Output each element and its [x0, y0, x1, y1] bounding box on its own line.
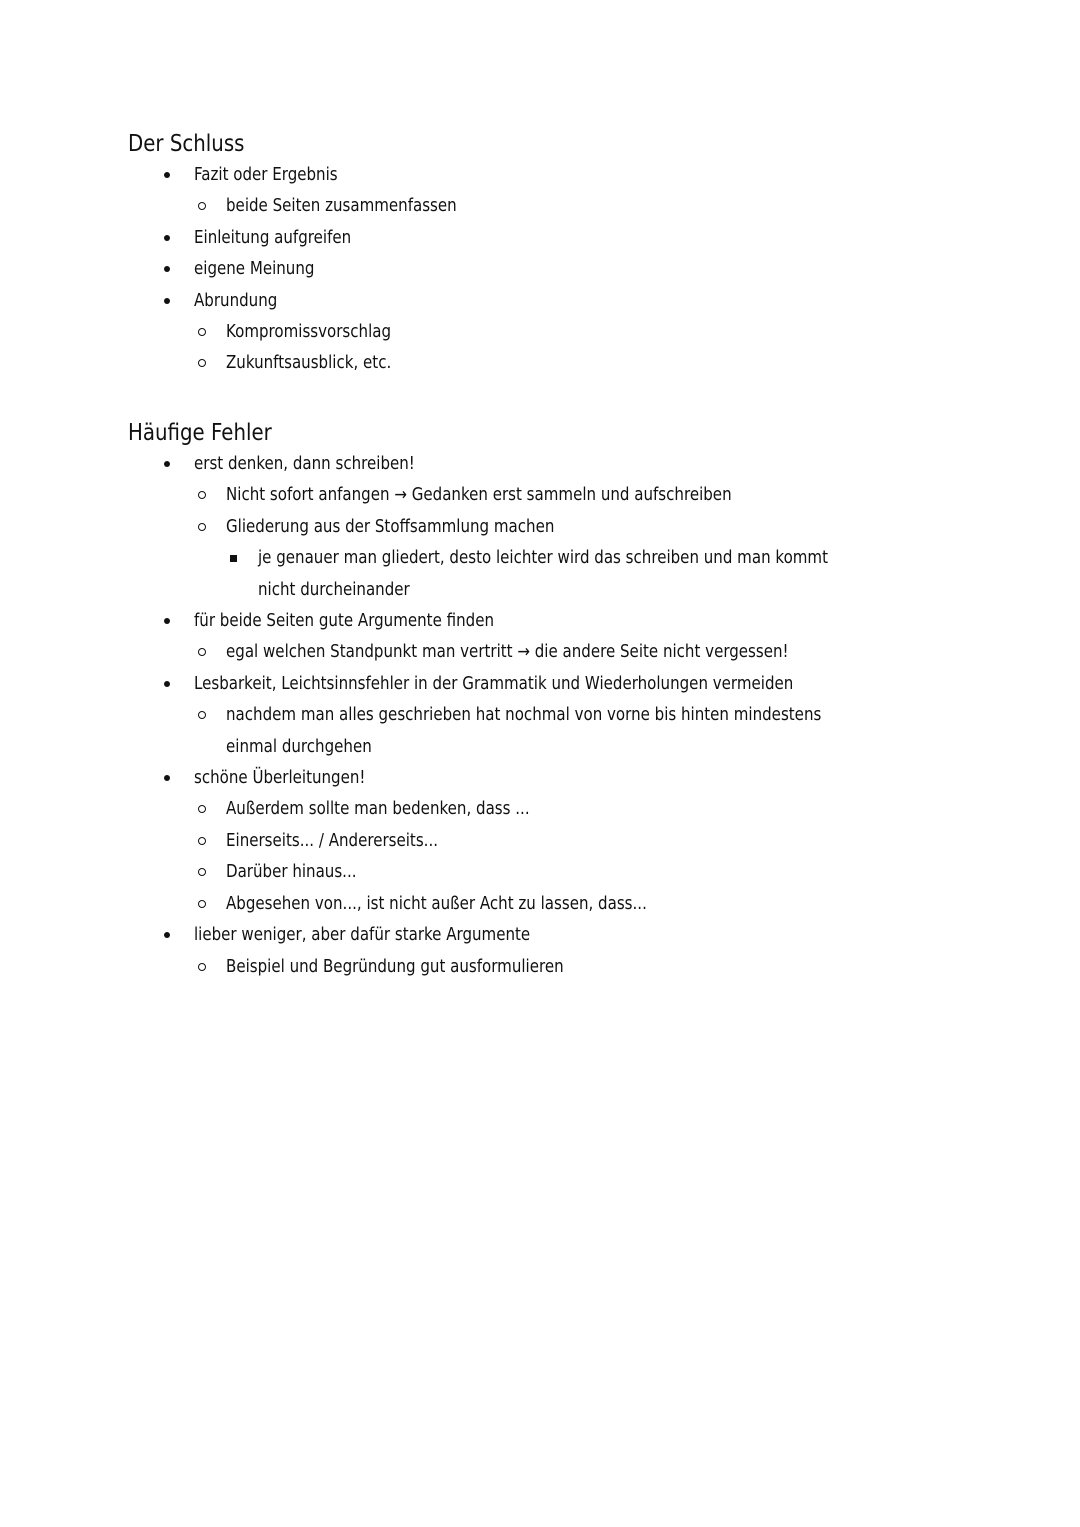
- sub-list: [128, 794, 948, 920]
- list-item-text: Einleitung aufgreifen: [194, 227, 352, 248]
- sub-sub-list: [128, 543, 948, 606]
- list-item: [128, 223, 948, 254]
- sub-list: [128, 317, 948, 380]
- sub-list-item-text: Außerdem sollte man bedenken, dass ...: [226, 799, 530, 820]
- list-item: [128, 920, 948, 983]
- sub-list: [128, 700, 948, 763]
- bullet-list: [128, 449, 948, 983]
- sub-list-item-text: Nicht sofort anfangen → Gedanken erst sammeln und aufschreiben: [226, 485, 732, 506]
- sub-list-item-text: Abgesehen von..., ist nicht außer Acht zu lassen, dass...: [226, 893, 647, 914]
- list-item-text: lieber weniger, aber dafür starke Argumente: [194, 925, 531, 946]
- list-item: [128, 449, 948, 606]
- list-item: [128, 669, 948, 763]
- sub-list-item: [128, 480, 948, 511]
- sub-list-item-text: Kompromissvorschlag: [226, 322, 392, 343]
- list-item: [128, 763, 948, 920]
- sub-list-item: [128, 191, 948, 222]
- list-item: [128, 160, 948, 223]
- sub-list: [128, 480, 948, 606]
- section-heading: Häufige Fehler: [128, 420, 272, 446]
- sub-list-item-text: nachdem man alles geschrieben hat nochmal von vorne bis hinten mindestens einmal durchgehen: [226, 705, 822, 757]
- sub-list-item: [128, 857, 948, 888]
- sub-list-item: [128, 700, 948, 763]
- sub-list-item-text: Beispiel und Begründung gut ausformulieren: [226, 956, 564, 977]
- sub-list-item: [128, 348, 948, 379]
- sub-list-item-text: Darüber hinaus...: [226, 862, 357, 883]
- sub-list-item-text: egal welchen Standpunkt man vertritt → die andere Seite nicht vergessen!: [226, 642, 789, 663]
- list-item: [128, 286, 948, 380]
- bullet-list: [128, 160, 948, 380]
- sub-list-item: [128, 889, 948, 920]
- list-item-text: eigene Meinung: [194, 259, 315, 280]
- list-item-text: schöne Überleitungen!: [194, 768, 366, 789]
- sub-list-item-text: beide Seiten zusammenfassen: [226, 196, 457, 217]
- sub-list-item: [128, 317, 948, 348]
- sub-list: [128, 637, 948, 668]
- list-item-text: für beide Seiten gute Argumente finden: [194, 611, 495, 632]
- section-der-schluss: [128, 128, 948, 380]
- sub-list-item: [128, 826, 948, 857]
- section-heading: Der Schluss: [128, 131, 245, 157]
- sub-list-item: [128, 512, 948, 606]
- sub-list-item: [128, 637, 948, 668]
- list-item-text: Abrundung: [194, 290, 278, 311]
- sub-list: [128, 952, 948, 983]
- list-item-text: Fazit oder Ergebnis: [194, 165, 338, 185]
- sub-list-item-text: Gliederung aus der Stoffsammlung machen: [226, 516, 555, 537]
- sub-list-item-text: Zukunftsausblick, etc.: [226, 353, 392, 374]
- list-item: [128, 254, 948, 285]
- sub-list-item-text: Einerseits... / Andererseits...: [226, 830, 439, 851]
- sub-sub-list-item: [128, 543, 948, 606]
- sub-list-item: [128, 952, 948, 983]
- list-item-text: erst denken, dann schreiben!: [194, 454, 415, 474]
- list-item: [128, 606, 948, 669]
- list-item-text: Lesbarkeit, Leichtsinnsfehler in der Grammatik und Wiederholungen vermeiden: [194, 673, 794, 694]
- sub-list: [128, 191, 948, 222]
- sub-sub-list-item-text: je genauer man gliedert, desto leichter wird das schreiben und man kommt nicht durcheinander: [258, 548, 829, 600]
- sub-list-item: [128, 794, 948, 825]
- section-haeufige-fehler: [128, 417, 948, 983]
